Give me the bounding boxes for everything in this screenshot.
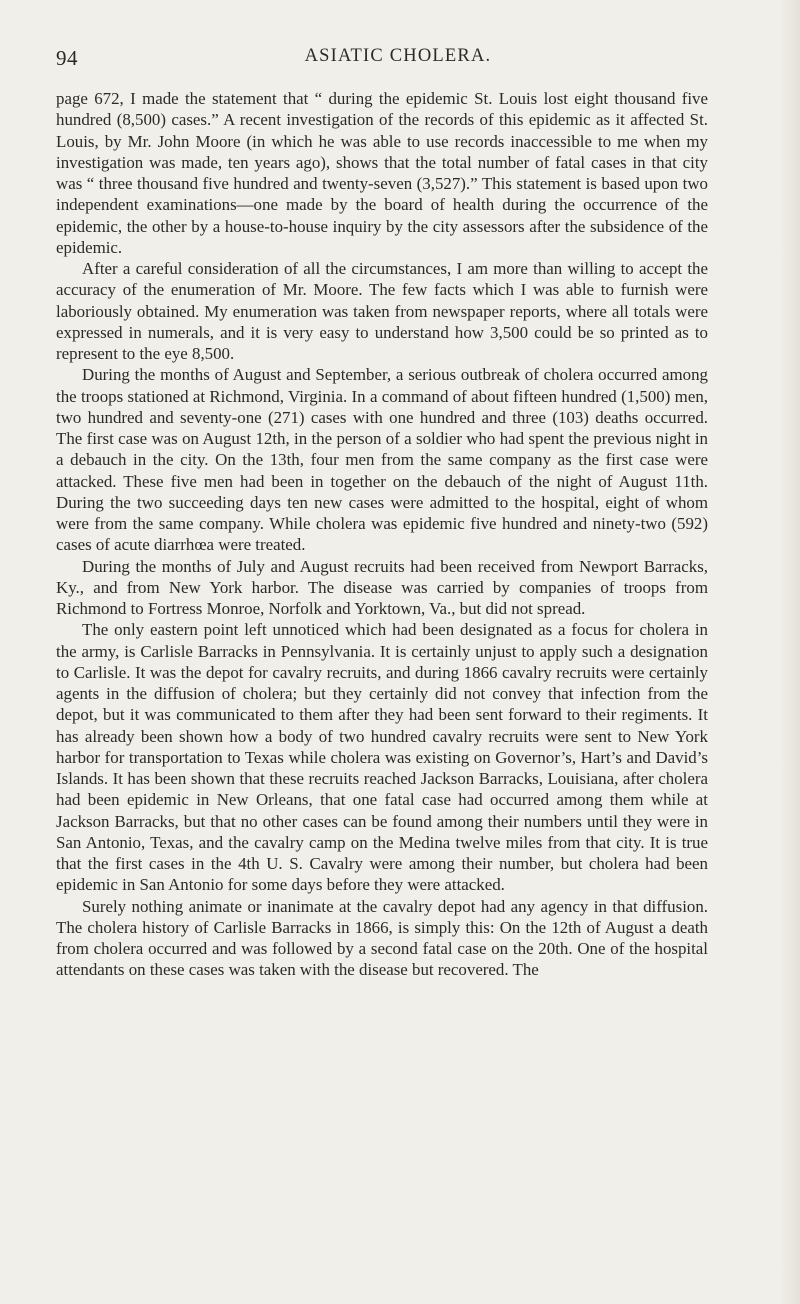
scan-edge-shadow bbox=[780, 0, 800, 1304]
paragraph-continued: page 672, I made the statement that “ during the epidemic St. Louis lost eight thousand five hundred (8,500) cases.” A recent investigation of the records of this epidemic as it affected St. Louis, by Mr. John Moore (in which he was able to use records inaccessible to me when my investigation was made, ten years ago), shows that the total number of fatal cases in that city was “ three thousand five hundred and twenty-seven (3,527).” This statement is based upon two independent examinations—one made by the board of health during the occurrence of the epidemic, the other by a house-to-house inquiry by the city assessors after the subsidence of the epidemic. bbox=[56, 89, 708, 257]
body-text bbox=[56, 88, 708, 981]
paragraph: During the months of July and August recruits had been received from Newport Barracks, Ky., and from New York harbor. The disease was carried by companies of troops from Richmond to Fortress Monroe, Norfolk and Yorktown, Va., but did not spread. bbox=[56, 556, 708, 618]
paragraph: Surely nothing animate or inanimate at the cavalry depot had any agency in that diffusion. The cholera history of Carlisle Barracks in 1866, is simply this: On the 12th of August a death from cholera occurred and was followed by a second fatal case on the 20th. One of the hospital attendants on these cases was taken with the disease but recovered. The bbox=[56, 896, 708, 980]
page-header bbox=[56, 40, 720, 80]
paragraph: The only eastern point left unnoticed which had been designated as a focus for cholera in the army, is Carlisle Barracks in Pennsylvania. It is certainly unjust to apply such a designation to Carlisle. It was the depot for cavalry recruits, and during 1866 cavalry recruits were certainly agents in the diffusion of cholera; but they certainly did not convey that infection from the depot, but it was communicated to them after they had been sent forward to their regiments. It has already been shown how a body of two hundred cavalry recruits were sent to New York harbor for transportation to Texas while cholera was existing on Governor’s, Hart’s and David’s Islands. It has been shown that these recruits reached Jackson Barracks, Louisiana, after cholera had been epidemic in New Orleans, that one fatal case had occurred among them while at Jackson Barracks, but that no other cases can be found among their numbers until they were in San Antonio, Texas, and the cavalry camp on the Medina twelve miles from that city. It is true that the first cases in the 4th U. S. Cavalry were among their number, but cholera had been epidemic in San Antonio for some days before they were attacked. bbox=[56, 620, 708, 895]
paragraph: After a careful consideration of all the circumstances, I am more than willing to accept the accuracy of the enumeration of Mr. Moore. The few facts which I was able to furnish were laboriously obtained. My enumeration was taken from newspaper reports, where all totals were expressed in numerals, and it is very easy to understand how 3,500 could be so printed as to represent to the eye 8,500. bbox=[56, 259, 708, 363]
page-number: 94 bbox=[56, 46, 78, 70]
paragraph: During the months of August and September, a serious outbreak of cholera occurred among the troops stationed at Richmond, Virginia. In a command of about fifteen hundred (1,500) men, two hundred and seventy-one (271) cases with one hundred and three (103) deaths occurred. The first case was on August 12th, in the person of a soldier who had spent the previous night in a debauch in the city. On the 13th, four men from the same company as the first case were attacked. These five men had been in together on the debauch of the night of August 11th. During the two succeeding days ten new cases were admitted to the hospital, eight of whom were from the same company. While cholera was epidemic five hundred and ninety-two (592) cases of acute diarrhœa were treated. bbox=[56, 365, 708, 555]
running-head: ASIATIC CHOLERA. bbox=[304, 46, 492, 66]
